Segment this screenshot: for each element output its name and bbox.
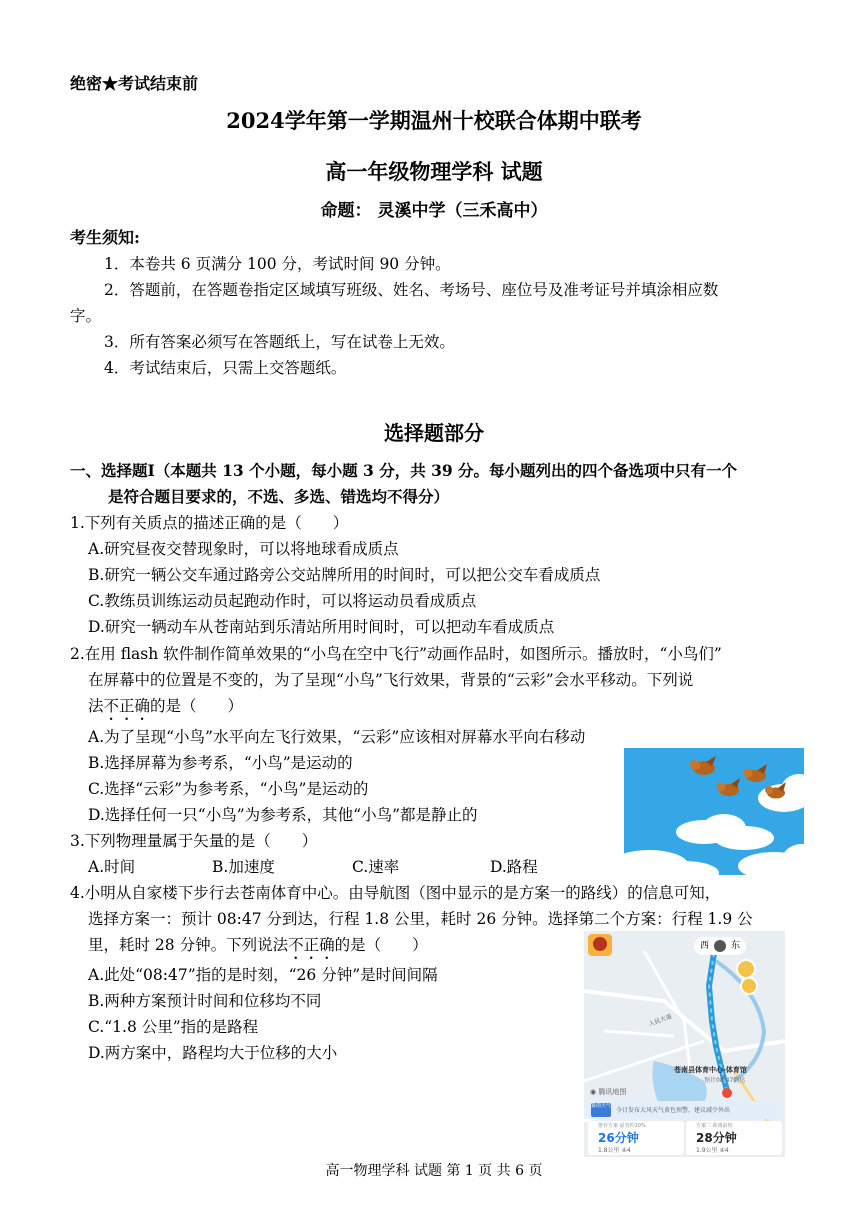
question-4-stem-end: 里，耗时 28 分钟。下列说法不正确的是（ ） xyxy=(88,936,428,954)
q4-option-c: C.“1.8 公里”指的是路程 xyxy=(88,1018,259,1036)
destination-pin-icon xyxy=(722,1088,732,1098)
map-brand: ◉ 腾讯地图 xyxy=(590,1088,627,1096)
page-footer: 高一物理学科 试题 第 1 页 共 6 页 xyxy=(325,1163,543,1179)
plan-1-time: 26分钟 xyxy=(598,1131,639,1145)
exam-setter: 命题： 灵溪中学（三禾高中） xyxy=(320,201,548,221)
question-2-stem: 2.在用 flash 软件制作简单效果的“小鸟在空中飞行”动画作品时，如图所示。播放时，“小鸟们” xyxy=(70,645,722,663)
note-item: 2．答题前，在答题卷指定区域填写班级、姓名、考场号、座位号及准考证号并填涂相应数 xyxy=(104,281,719,299)
q1-option-a: A.研究昼夜交替现象时，可以将地球看成质点 xyxy=(88,540,399,558)
note-item: 1．本卷共 6 页满分 100 分，考试时间 90 分钟。 xyxy=(104,255,451,273)
emphasis-not-correct: 不正确 xyxy=(103,697,151,715)
avatar xyxy=(588,934,612,956)
question-4-stem: 4.小明从自家楼下步行去苍南体育中心。由导航图（图中显示的是方案一的路线）的信息可知， xyxy=(70,884,721,902)
q4-option-a: A.此处“08:47”指的是时刻，“26 分钟”是时间间隔 xyxy=(88,966,438,984)
plan-card-1[interactable]: 推荐方案 最省约10% 26分钟 1.8公里 ④4 xyxy=(588,1121,684,1155)
plan-2-time: 28分钟 xyxy=(696,1131,737,1145)
compass: 西 东 xyxy=(694,937,746,955)
note-item: 4．考试结束后，只需上交答题纸。 xyxy=(104,359,347,377)
q2-option-c: C.选择“云彩”为参考系，“小鸟”是运动的 xyxy=(88,780,369,798)
question-4-stem-cont: 选择方案一：预计 08:47 分到达，行程 1.8 公里，耗时 26 分钟。选择第二个方案：行程 1.9 公 xyxy=(88,910,753,928)
section-title: 选择题部分 xyxy=(384,421,484,445)
alert-text: 今日发布大风天气黄色预警，建议减少外出 xyxy=(616,1107,731,1114)
q2-option-d: D.选择任何一只“小鸟”为参考系，其他“小鸟”都是静止的 xyxy=(88,806,478,824)
road-label: 人民大道 xyxy=(647,1013,673,1028)
plan-1-distance: 1.8公里 ④4 xyxy=(598,1147,631,1154)
section-instructions-cont: 是符合题目要求的，不选、多选、错选均不得分） xyxy=(108,487,450,506)
q2-option-b: B.选择屏幕为参考系，“小鸟”是运动的 xyxy=(88,754,353,772)
q4-option-d: D.两方案中，路程均大于位移的大小 xyxy=(88,1044,338,1062)
note-item: 字。 xyxy=(70,307,102,325)
destination-label: 苍南县体育中心-体育馆 xyxy=(674,1066,747,1074)
question-1-stem: 1.下列有关质点的描述正确的是（ ） xyxy=(70,514,349,532)
question-2-stem-end: 法不正确的是（ ） xyxy=(88,697,244,715)
section-instructions: 一、选择题Ⅰ（本题共 13 个小题，每小题 3 分，共 39 分。每小题列出的四个备选项中只有一个 xyxy=(70,461,738,480)
alert-badge: 暴雨天气 xyxy=(591,1103,611,1117)
q1-option-b: B.研究一辆公交车通过路旁公交站牌所用的时间时，可以把公交车看成质点 xyxy=(88,566,601,584)
map-logo-icon: ◉ xyxy=(590,1088,597,1096)
exam-title: 2024学年第一学期温州十校联合体期中联考 xyxy=(226,108,642,133)
waypoint-icon xyxy=(736,959,756,979)
q1-option-c: C.教练员训练运动员起跑动作时，可以将运动员看成质点 xyxy=(88,592,477,610)
question-2-stem-cont: 在屏幕中的位置是不变的，为了呈现“小鸟”飞行效果，背景的“云彩”会水平移动。下列说 xyxy=(88,671,694,689)
exam-subtitle: 高一年级物理学科 试题 xyxy=(325,159,543,184)
weather-alert[interactable] xyxy=(588,1101,781,1119)
waypoint-icon xyxy=(740,977,758,995)
navigation-map-figure xyxy=(584,931,785,1157)
birds-clouds-figure xyxy=(624,748,804,875)
note-item: 3．所有答案必须写在答题纸上，写在试卷上无效。 xyxy=(104,333,455,351)
plan-card-2[interactable]: 方案二 距离最短 28分钟 1.9公里 ④4 xyxy=(686,1121,782,1155)
q3-option-b: B.加速度 xyxy=(212,858,275,876)
emphasis-not-correct: 不正确 xyxy=(288,936,335,954)
q2-option-a: A.为了呈现“小鸟”水平向左飞行效果，“云彩”应该相对屏幕水平向右移动 xyxy=(88,728,586,746)
q3-option-d: D.路程 xyxy=(490,858,538,876)
question-3-stem: 3.下列物理量属于矢量的是（ ） xyxy=(70,832,318,850)
q3-option-c: C.速率 xyxy=(352,858,400,876)
plan-2-distance: 1.9公里 ④4 xyxy=(696,1147,729,1154)
confidential-mark: 绝密★考试结束前 xyxy=(70,74,199,93)
q3-option-a: A.时间 xyxy=(88,858,136,876)
notes-heading: 考生须知: xyxy=(70,228,140,247)
q1-option-d: D.研究一辆动车从苍南站到乐清站所用时间时，可以把动车看成质点 xyxy=(88,618,555,636)
q4-option-b: B.两种方案预计时间和位移均不同 xyxy=(88,992,322,1010)
eta-note: 预计08:47到达 xyxy=(704,1077,746,1084)
